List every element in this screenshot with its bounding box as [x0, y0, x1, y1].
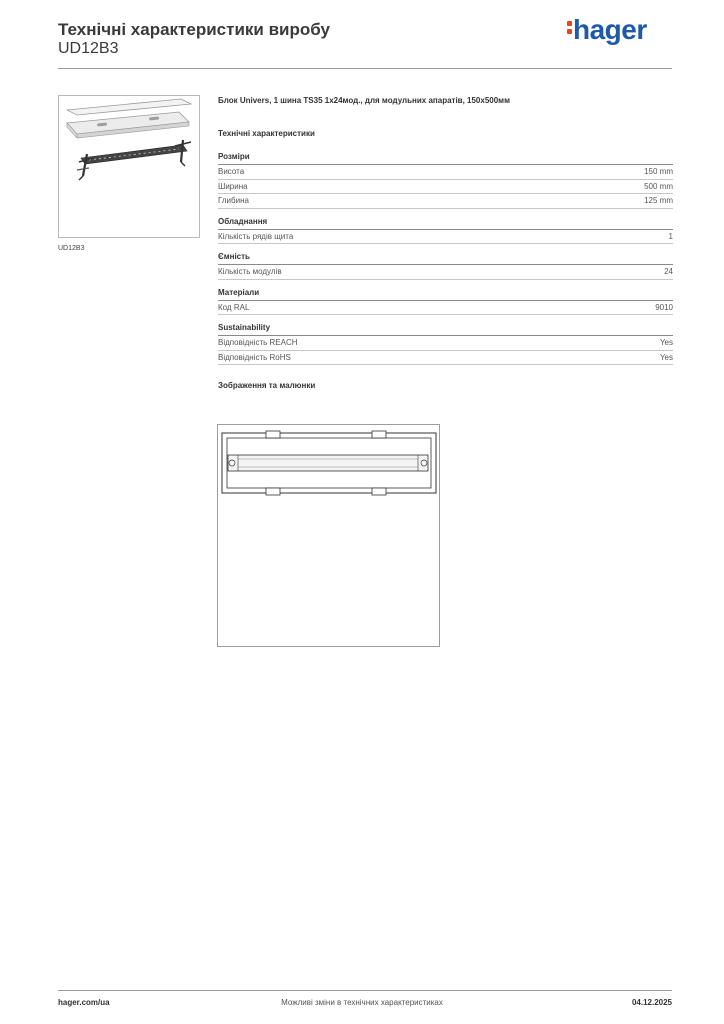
- spec-row: [218, 194, 673, 209]
- spec-content: [218, 96, 673, 390]
- spec-label: Кількість модулів: [218, 267, 282, 276]
- spec-group-dimensions: [218, 152, 673, 209]
- footer-disclaimer: Можливі зміни в технічних характеристиках: [281, 998, 443, 1007]
- spec-row: [218, 165, 673, 180]
- spec-group-title: Матеріали: [218, 288, 673, 301]
- spec-value: Yes: [659, 352, 673, 362]
- spec-row: [218, 351, 673, 366]
- logo-text: hager: [573, 14, 647, 45]
- footer-date: 04.12.2025: [631, 998, 672, 1007]
- spec-label: Глибина: [218, 196, 249, 205]
- footer-website-link[interactable]: hager.com/ua: [58, 998, 110, 1007]
- spec-group-equipment: [218, 217, 673, 245]
- spec-label: Код RAL: [218, 302, 250, 312]
- product-code-heading: UD12B3: [58, 40, 119, 57]
- spec-group-title: Обладнання: [218, 217, 673, 230]
- images-section-title: Зображення та малюнки: [218, 381, 316, 390]
- spec-row: [218, 265, 673, 280]
- spec-value: 1: [668, 231, 673, 241]
- product-description: Блок Univers, 1 шина TS35 1x24мод., для модульних апаратів, 150x500мм: [218, 96, 511, 105]
- spec-label: Кількість рядів щита: [218, 231, 294, 241]
- spec-label: Відповідність RoHS: [218, 352, 291, 362]
- product-image: [58, 95, 200, 238]
- spec-row: [218, 336, 673, 351]
- spec-value: 24: [664, 267, 673, 276]
- spec-label: Відповідність REACH: [218, 338, 298, 347]
- page-title: Технічні характеристики виробу: [58, 20, 330, 39]
- spec-group-title: Ємність: [218, 252, 673, 265]
- spec-value: Yes: [659, 338, 673, 347]
- spec-group-title: Розміри: [218, 152, 673, 165]
- technical-drawing: [217, 424, 440, 647]
- spec-group-materials: [218, 288, 673, 316]
- spec-value: 9010: [655, 302, 673, 312]
- spec-row: [218, 301, 673, 316]
- logo-colon-icon: [567, 18, 573, 37]
- spec-value: 125 mm: [644, 196, 673, 205]
- spec-value: 500 mm: [644, 181, 673, 191]
- spec-group-capacity: [218, 252, 673, 280]
- spec-label: Ширина: [218, 181, 248, 191]
- header-divider: [58, 68, 672, 69]
- spec-group-title: Sustainability: [218, 323, 673, 336]
- footer-divider: [58, 990, 672, 991]
- spec-group-sustainability: [218, 323, 673, 365]
- spec-row: [218, 180, 673, 195]
- spec-row: [218, 230, 673, 245]
- hager-logo: [567, 14, 647, 46]
- spec-value: 150 mm: [644, 167, 673, 176]
- specs-section-title: Технічні характеристики: [218, 129, 315, 138]
- product-image-caption: UD12B3: [58, 245, 85, 252]
- spec-label: Висота: [218, 167, 245, 176]
